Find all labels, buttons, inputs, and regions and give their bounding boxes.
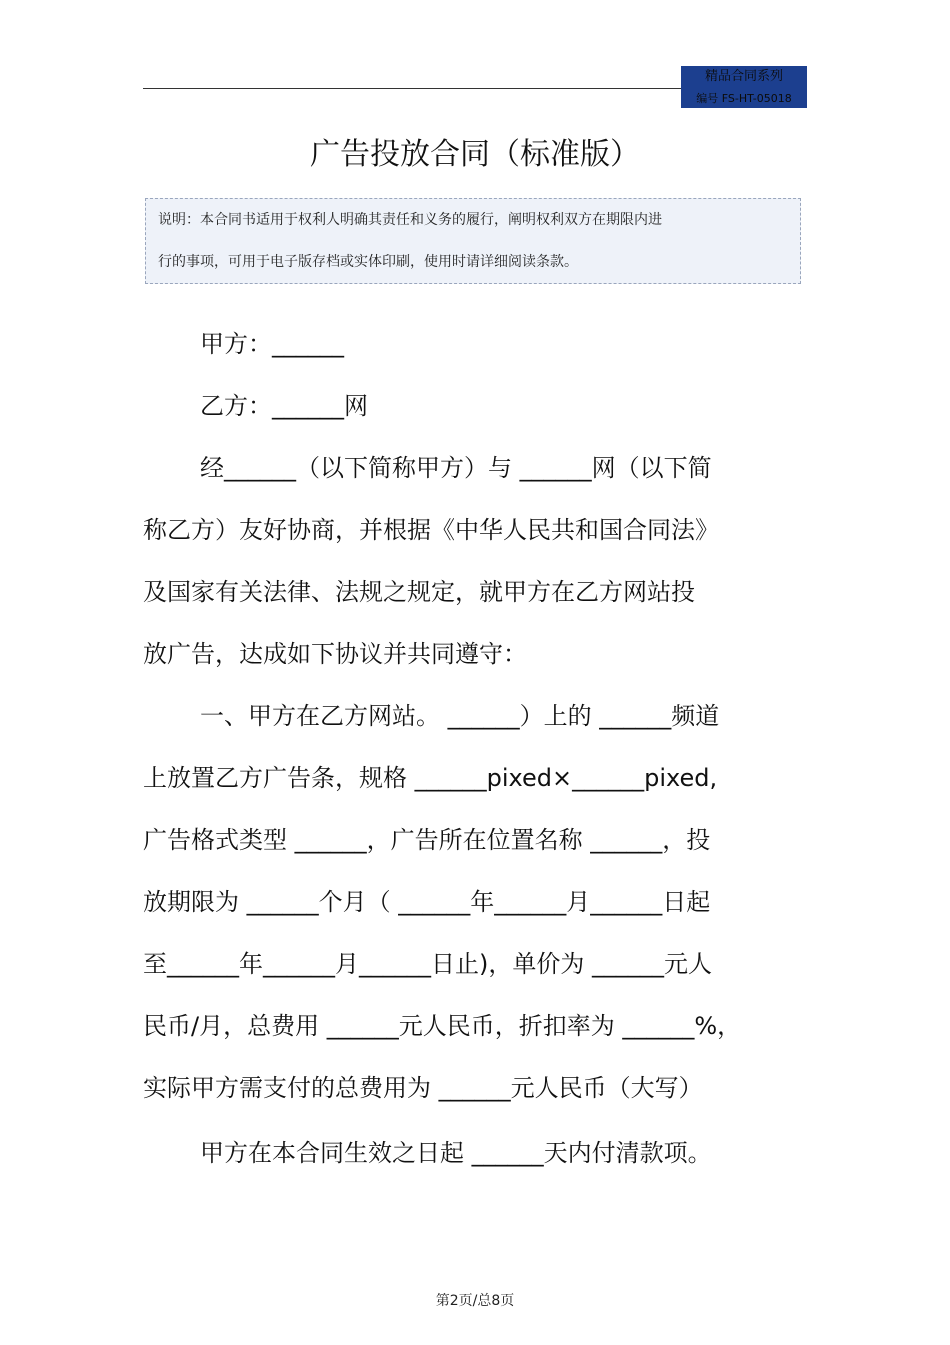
notice-box <box>145 198 801 284</box>
body-line: 上放置乙方广告条，规格 ______pixed×______pixed, <box>143 764 718 792</box>
body-line: 称乙方）友好协商，并根据《中华人民共和国合同法》 <box>143 516 719 544</box>
body-line: 放期限为 ______个月（ ______年______月______日起 <box>143 888 711 916</box>
body-line: 经______（以下简称甲方）与 ______网（以下简 <box>200 454 712 482</box>
notice-line-2: 行的事项，可用于电子版存档或实体印刷，使用时请详细阅读条款。 <box>158 254 578 270</box>
page-number: 第2页/总8页 <box>435 1293 515 1309</box>
body-line: 广告格式类型 ______，广告所在位置名称 ______，投 <box>143 826 711 854</box>
body-line: 实际甲方需支付的总费用为 ______元人民币（大写） <box>143 1074 703 1102</box>
series-badge <box>681 66 807 108</box>
body-line: 一、甲方在乙方网站。 ______）上的 ______频道 <box>200 702 720 730</box>
body-line: 放广告，达成如下协议并共同遵守： <box>143 640 527 668</box>
document-code: 编号 FS-HT-05018 <box>696 92 792 105</box>
contract-body <box>143 437 807 1119</box>
document-title: 广告投放合同（标准版） <box>310 137 640 172</box>
notice-line-1: 说明：本合同书适用于权利人明确其责任和义务的履行，阐明权利双方在期限内进 <box>158 212 662 228</box>
body-line: 民币/月，总费用 ______元人民币，折扣率为 ______%， <box>143 1012 742 1040</box>
payment-term-line: 甲方在本合同生效之日起 ______天内付清款项。 <box>200 1139 712 1167</box>
party-a-line: 甲方：______ <box>200 330 344 358</box>
body-line: 至______年______月______日止)，单价为 ______元人 <box>143 950 712 978</box>
body-line: 及国家有关法律、法规之规定，就甲方在乙方网站投 <box>143 578 695 606</box>
party-b-line: 乙方：______网 <box>200 392 368 420</box>
series-label: 精品合同系列 <box>704 69 783 84</box>
